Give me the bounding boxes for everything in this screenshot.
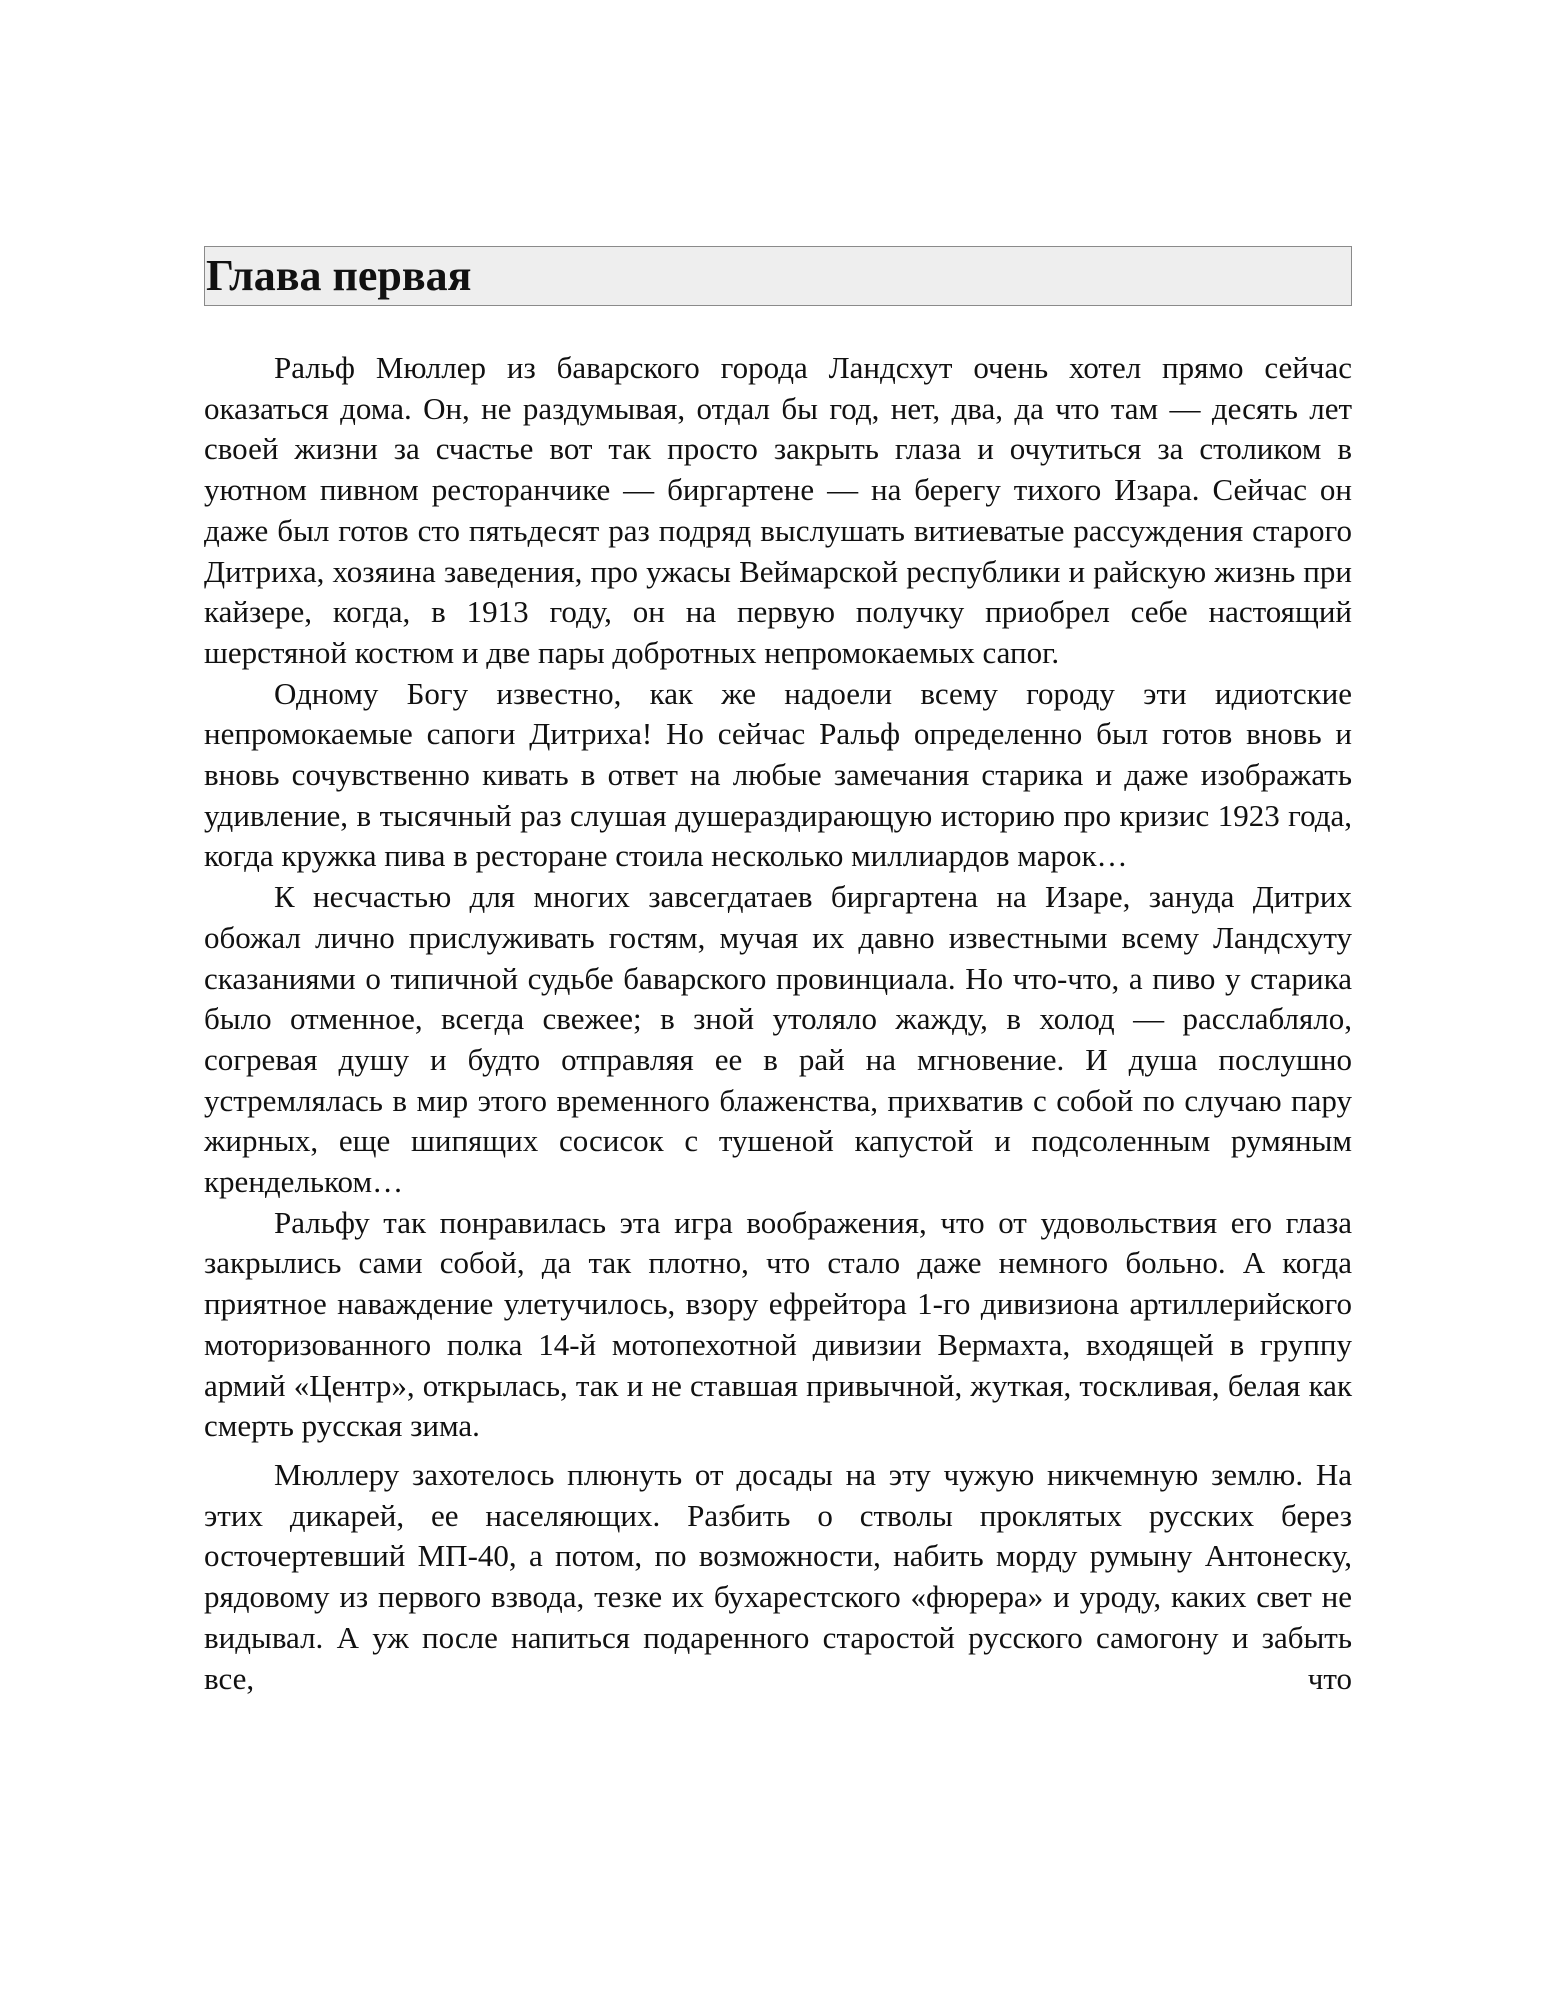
paragraph-4: Ральфу так понравилась эта игра воображения, что от удовольствия его глаза закрылись сами собой, да так плотно, что стало даже немного больно. А когда приятное наваждение улетучилось, взору ефрейтора 1-го дивизиона артиллерийского моторизованного полка 14-й мотопехотной дивизии Вермахта, входящей в группу армий «Центр», открылась, так и не ставшая привычной, жуткая, тоскливая, белая как смерть русская зима. (204, 1204, 1352, 1444)
paragraph-2: Одному Богу известно, как же надоели всему городу эти идиотские непромокаемые сапоги Дитриха! Но сейчас Ральф определенно был готов вновь и вновь сочувственно кивать в ответ на любые замечания старика и даже изображать удивление, в тысячный раз слушая душераздирающую историю про кризис 1923 года, когда кружка пива в ресторане стоила несколько миллиардов марок… (204, 675, 1352, 874)
paragraph-1: Ральф Мюллер из баварского города Ландсхут очень хотел прямо сейчас оказаться дома. Он, не раздумывая, отдал бы год, нет, два, да что там — десять лет своей жизни за счастье вот так просто закрыть глаза и очутиться за столиком в уютном пивном ресторанчике — биргартене — на берегу тихого Изара. Сейчас он даже был готов сто пятьдесят раз подряд выслушать витиеватые рассуждения старого Дитриха, хозяина заведения, про ужасы Веймарской республики и райскую жизнь при кайзере, когда, в 1913 году, он на первую получку приобрел себе настоящий шерстяной костюм и две пары добротных непромокаемых сапог. (204, 350, 1352, 670)
chapter-body (204, 348, 1352, 1699)
paragraph-5: Мюллеру захотелось плюнуть от досады на эту чужую никчемную землю. На этих дикарей, ее населяющих. Разбить о стволы проклятых русских берез осточертевший МП-40, а потом, по возможности, набить морду румыну Антонеску, рядовому из первого взвода, тезке их бухарестского «фюрера» и уроду, каких свет не видывал. А уж после напиться подаренного старостой русского самогону и забыть все, что (204, 1456, 1352, 1696)
paragraph-3: К несчастью для многих завсегдатаев биргартена на Изаре, зануда Дитрих обожал лично прислуживать гостям, мучая их давно известными всему Ландсхуту сказаниями о типичной судьбе баварского провинциала. Но что-что, а пиво у старика было отменное, всегда свежее; в зной утоляло жажду, в холод — расслабляло, согревая душу и будто отправляя ее в рай на мгновение. И душа послушно устремлялась в мир этого временного блаженства, прихватив с собой по случаю пару жирных, еще шипящих сосисок с тушеной капустой и подсоленным румяным крендельком… (204, 879, 1352, 1200)
chapter-title: Глава первая (204, 246, 1352, 306)
